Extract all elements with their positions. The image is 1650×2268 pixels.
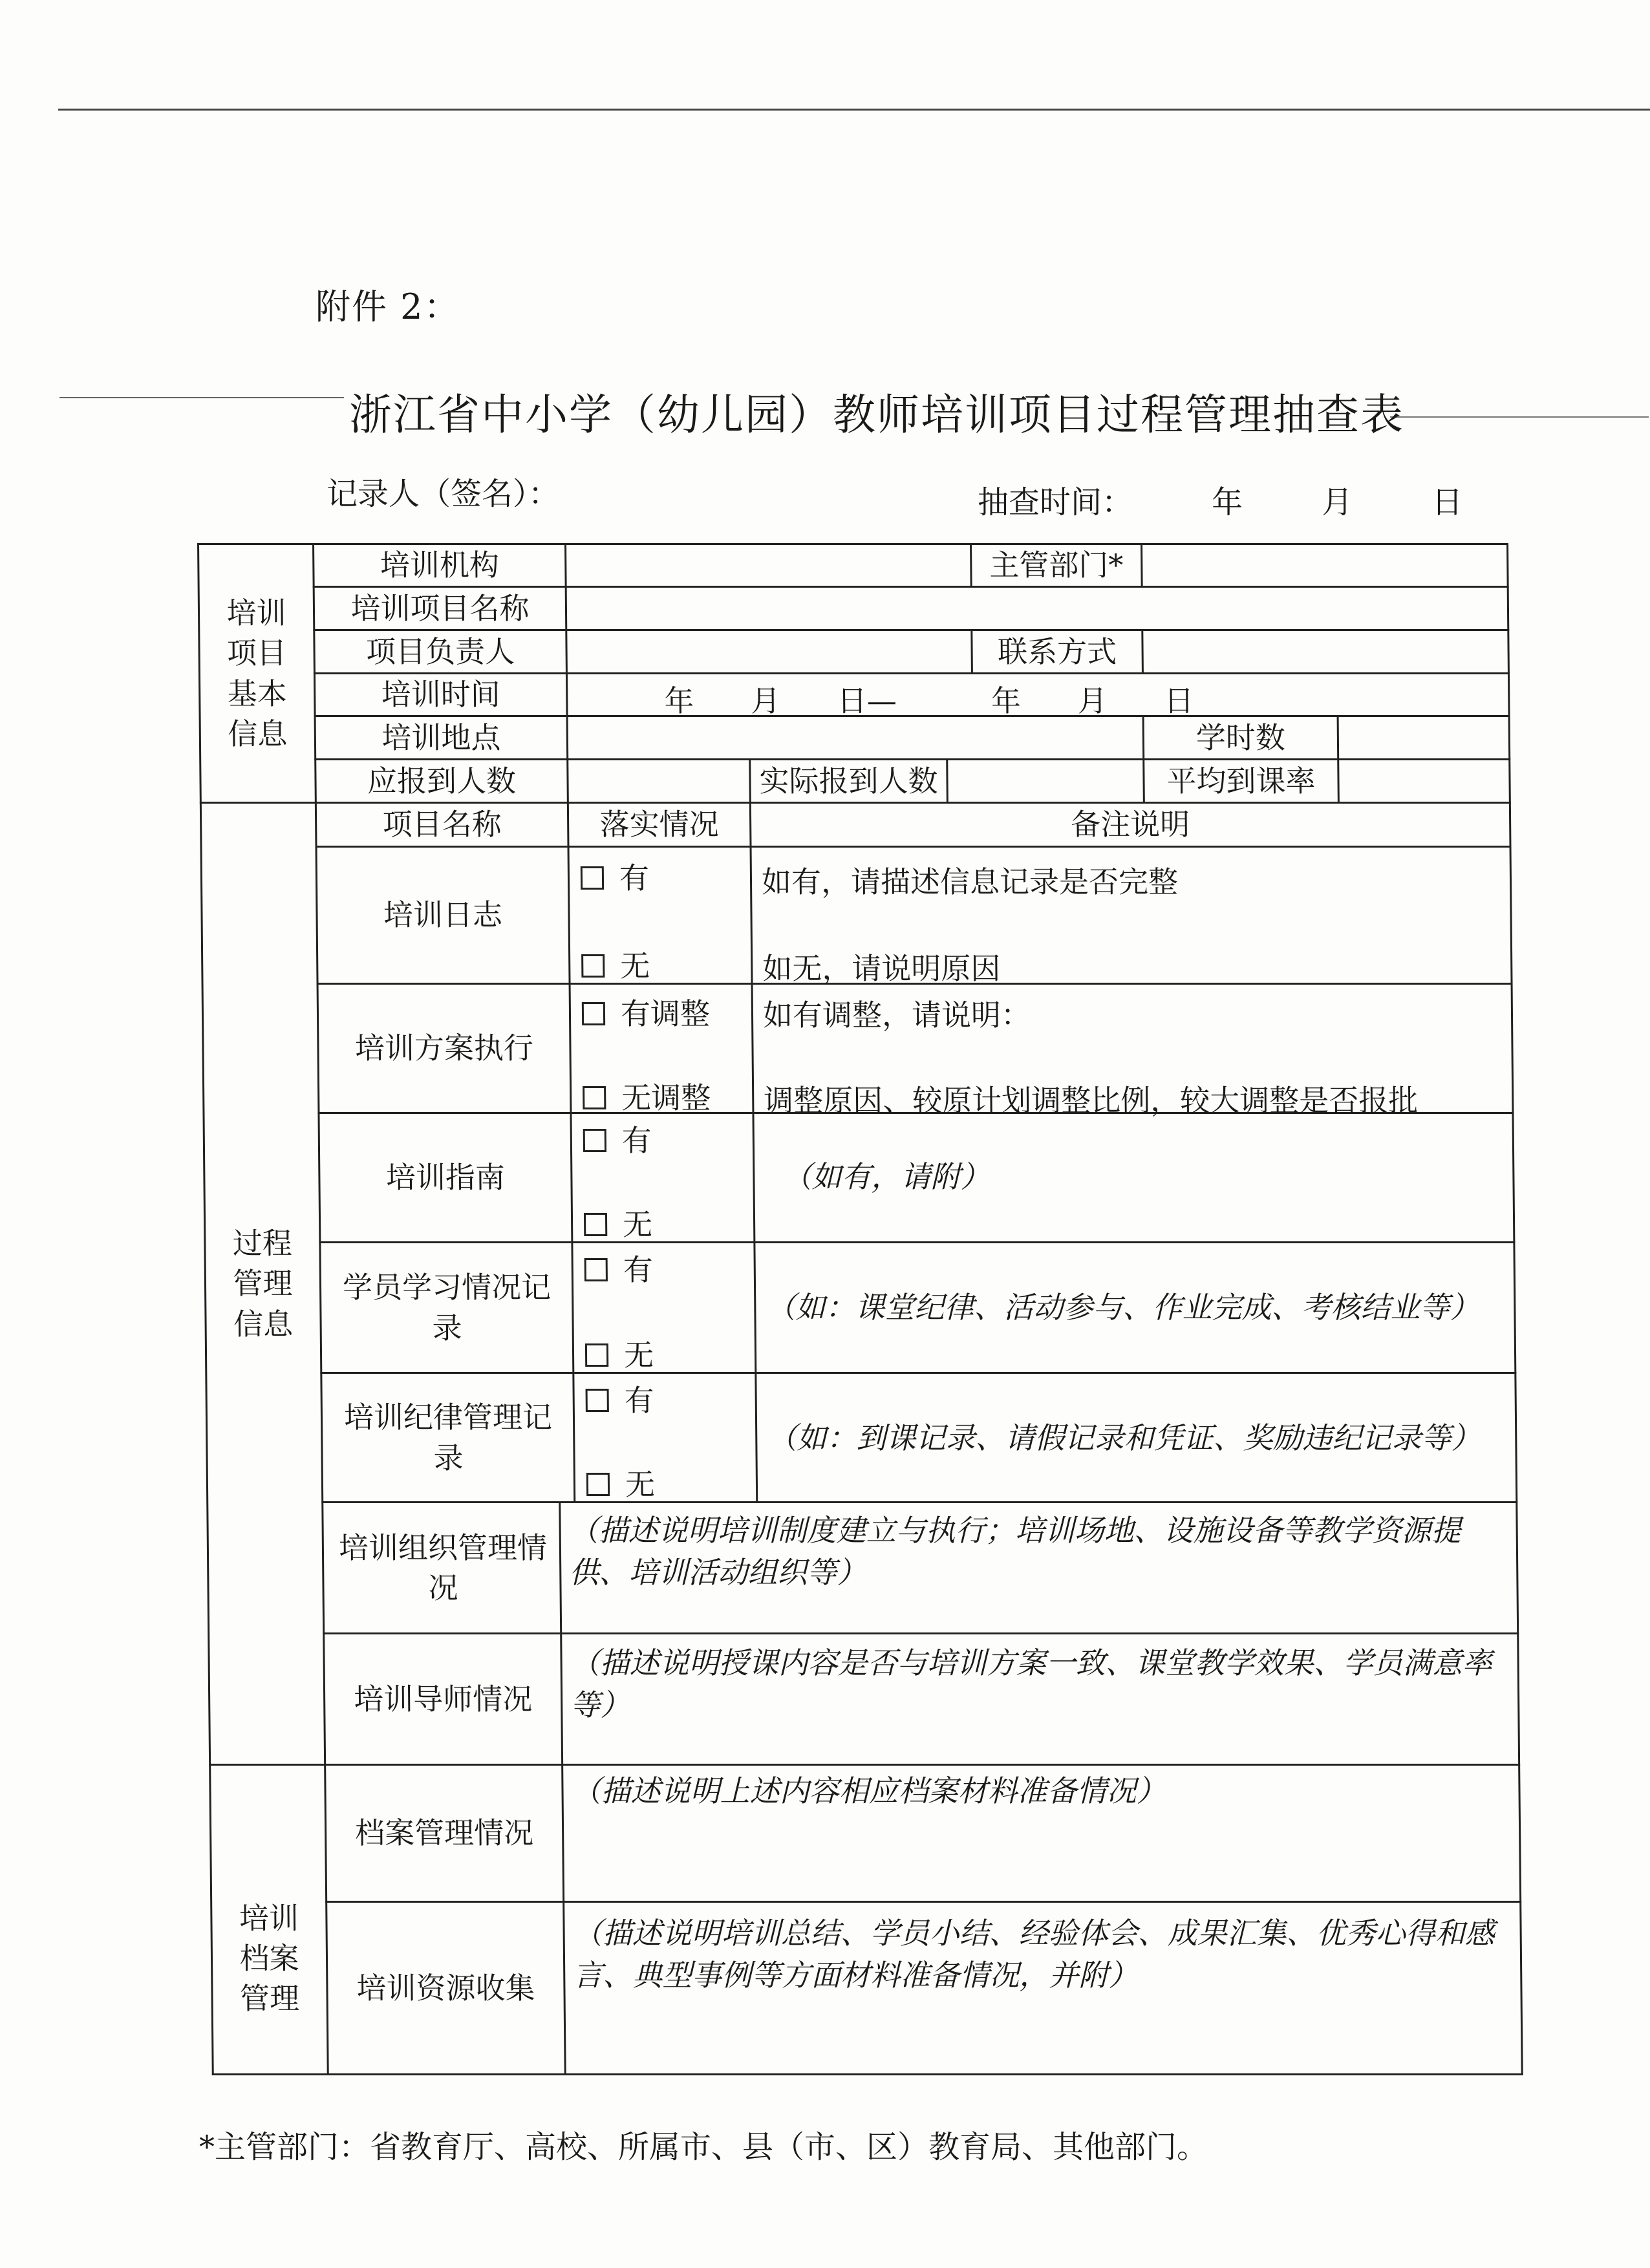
header-note: 备注说明	[1070, 807, 1190, 842]
check-time-month: 月	[1322, 484, 1353, 520]
form-title: 浙江省中小学（幼儿园）教师培训项目过程管理抽查表	[349, 390, 1404, 440]
label-place: 培训地点	[381, 720, 501, 755]
note-text: （描述说明培训总结、学员小结、经验体会、成果汇集、优秀心得和感言、典型事例等方面材料准备情况，并附）	[572, 1916, 1495, 1993]
time-range-value: 年 月 日— 年 月 日	[664, 683, 1194, 718]
label-institution: 培训机构	[380, 548, 500, 583]
item-discipline-record: 培训纪律管理记录	[343, 1400, 553, 1475]
label-hours: 学时数	[1195, 720, 1286, 755]
rule-bottom	[212, 2073, 1523, 2075]
note-text: （如：课堂纪律、活动参与、作业完成、考核结业等）	[766, 1290, 1480, 1325]
label-leader: 项目负责人	[365, 634, 515, 669]
checkbox-no[interactable]: 无	[584, 1201, 653, 1244]
footnote: *主管部门：省教育厅、高校、所属市、县（市、区）教育局、其他部门。	[199, 2129, 1208, 2165]
checkbox-icon	[586, 1389, 609, 1412]
note-text: （描述说明培训制度建立与执行；培训场地、设施设备等教学资源提供、培训活动组织等）	[568, 1513, 1461, 1590]
check-time-label: 抽查时间：	[978, 484, 1133, 520]
attachment-label: 附件 2：	[316, 286, 460, 327]
note-text: 如有调整，请说明：	[762, 998, 1031, 1032]
check-time-day: 日	[1431, 484, 1463, 520]
label-contact: 联系方式	[997, 634, 1117, 669]
checkbox-yes[interactable]: 有	[581, 855, 650, 897]
checkbox-yes[interactable]: 有	[583, 1117, 652, 1160]
item-training-guide: 培训指南	[385, 1160, 506, 1195]
title-rule-right	[1390, 416, 1649, 418]
item-plan-execution: 培训方案执行	[354, 1031, 534, 1066]
title-rule-left	[59, 397, 344, 398]
item-archive-management: 档案管理情况	[354, 1815, 534, 1851]
header-status: 落实情况	[599, 807, 719, 842]
checkbox-icon	[584, 1213, 607, 1236]
section-process: 过程管理信息	[232, 1226, 294, 1342]
checkbox-icon	[585, 1343, 608, 1367]
note-text: （描述说明授课内容是否与培训方案一致、课堂教学效果、学员满意率等）	[570, 1645, 1492, 1723]
section-archive: 培训档案管理	[239, 1900, 300, 2017]
section-basic-info: 培训项目基本信息	[226, 595, 288, 751]
checkbox-icon	[582, 1002, 605, 1025]
note-text: 调整原因、较原计划调整比例，较大调整是否报批	[764, 1083, 1419, 1118]
checkbox-not-adjusted[interactable]: 无调整	[583, 1075, 711, 1117]
checkbox-no[interactable]: 无	[585, 1332, 654, 1375]
checkbox-icon	[583, 1086, 606, 1109]
rule-right	[1506, 543, 1523, 2075]
checkbox-adjusted[interactable]: 有调整	[582, 990, 711, 1033]
checkbox-no[interactable]: 无	[581, 943, 650, 985]
label-expected: 应报到人数	[367, 763, 517, 798]
header-item: 项目名称	[382, 807, 502, 842]
checkbox-icon	[581, 866, 604, 890]
note-text: 如无，请说明原因	[762, 951, 1001, 986]
note-text: （如：到课记录、请假记录和凭证、奖励违纪记录等）	[767, 1420, 1481, 1455]
item-study-record: 学员学习情况记录	[342, 1270, 552, 1345]
checkbox-icon	[581, 954, 605, 978]
note-text: （如有，请附）	[782, 1159, 991, 1194]
checkbox-icon	[586, 1473, 610, 1496]
label-actual: 实际报到人数	[759, 763, 938, 798]
item-tutor: 培训导师情况	[353, 1681, 533, 1717]
item-resource-collection: 培训资源收集	[356, 1970, 535, 2006]
label-project-name: 培训项目名称	[350, 590, 530, 626]
item-organization: 培训组织管理情况	[338, 1530, 548, 1605]
checkbox-no[interactable]: 无	[586, 1461, 656, 1504]
label-dept: 主管部门*	[989, 548, 1124, 583]
checkbox-yes[interactable]: 有	[584, 1246, 653, 1289]
item-training-log: 培训日志	[383, 897, 503, 933]
page-top-border	[58, 109, 1650, 111]
inspection-table	[197, 543, 1523, 2075]
check-time	[978, 477, 1462, 522]
recorder-label: 记录人（签名）：	[327, 476, 560, 512]
label-avg-rate: 平均到课率	[1166, 763, 1316, 798]
checkbox-icon	[584, 1258, 608, 1281]
rule	[749, 758, 758, 1501]
note-text: （描述说明上述内容相应档案材料准备情况）	[571, 1773, 1166, 1808]
checkbox-yes[interactable]: 有	[585, 1377, 654, 1420]
check-time-year: 年	[1212, 484, 1243, 520]
checkbox-icon	[583, 1129, 606, 1152]
label-time: 培训时间	[381, 677, 501, 712]
note-text: 如有，请描述信息记录是否完整	[761, 864, 1179, 899]
